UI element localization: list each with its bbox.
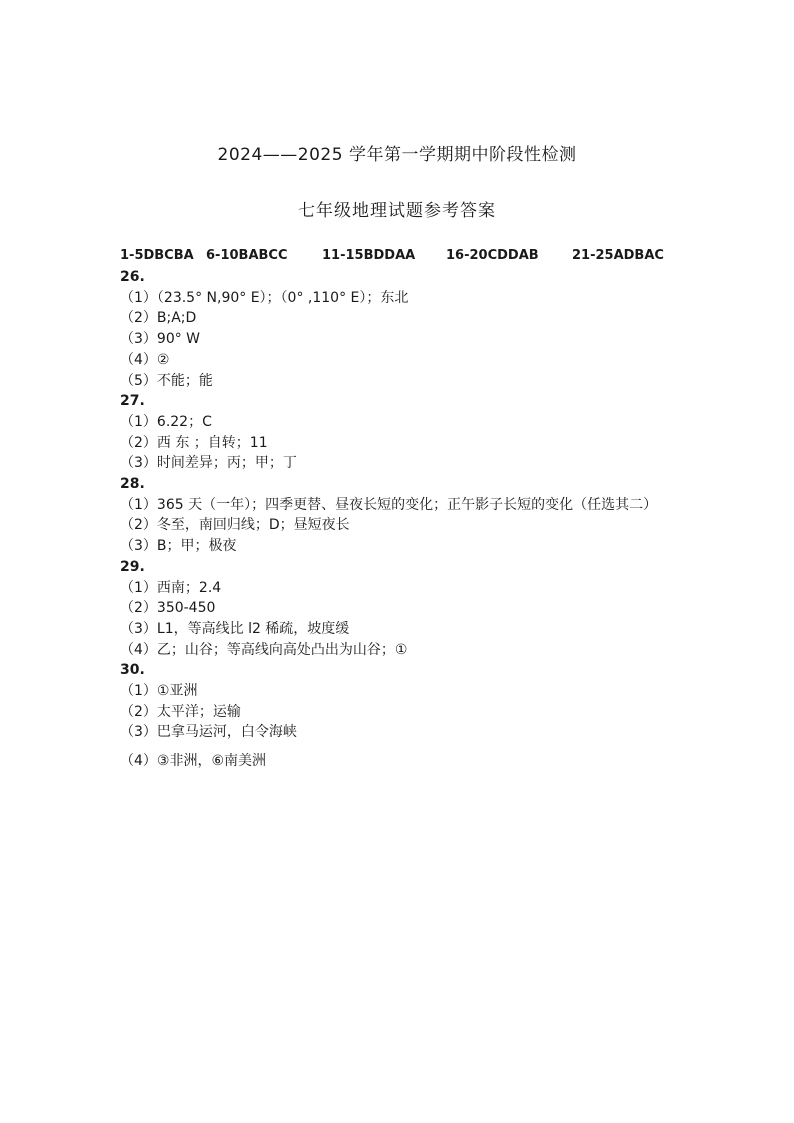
answer-line: （1）6.22；C [120,413,212,430]
mc-group: 16-20CDDAB [446,247,539,263]
answer-line: （3）时间差异；丙；甲；丁 [120,455,297,472]
answer-line: （1）365 天（一年）；四季更替、昼夜长短的变化；正午影子长短的变化（任选其二） [120,496,658,513]
answer-line: （1）（23.5° N,90° E）；（0° ,110° E）；东北 [120,289,409,306]
answer-line: （2）B;A;D [120,310,197,327]
answer-line: （3）巴拿马运河，白令海峡 [120,724,297,741]
question-28-number: 28. [120,476,145,493]
answer-line: （3）90° W [120,331,201,348]
answer-line: （4）乙；山谷；等高线向高处凸出为山谷；① [120,641,408,658]
question-29-number: 29. [120,558,145,575]
answer-line: （2）350-450 [120,600,216,617]
question-26-number: 26. [120,269,145,285]
spacer [120,743,680,751]
answer-line: （3）L1，等高线比 l2 稀疏，坡度缓 [120,620,350,637]
answer-line: （1）西南；2.4 [120,579,222,596]
answer-line: （5）不能；能 [120,372,213,389]
answer-line: （2）太平洋；运输 [120,703,241,720]
mc-group: 1-5DBCBA [120,247,194,263]
multiple-choice-answers [120,245,680,267]
page-title: 2024——2025 学年第一学期期中阶段性检测 [217,145,577,165]
mc-group: 21-25ADBAC [572,247,664,263]
question-30-number: 30. [120,662,145,679]
answer-line: （4）③非洲，⑥南美洲 [120,753,267,770]
answer-line: （3）B；甲；极夜 [120,538,237,555]
mc-group: 11-15BDDAA [322,247,416,263]
answer-line: （1）①亚洲 [120,683,198,700]
mc-group: 6-10BABCC [206,247,288,263]
question-27-number: 27. [120,393,145,410]
answer-line: （2）冬至，南回归线；D；昼短夜长 [120,517,350,534]
answer-line: （2）西 东 ；自转；11 [120,434,268,451]
page-subtitle: 七年级地理试题参考答案 [298,201,496,221]
answer-line: （4）② [120,351,170,368]
answer-content [120,245,680,772]
